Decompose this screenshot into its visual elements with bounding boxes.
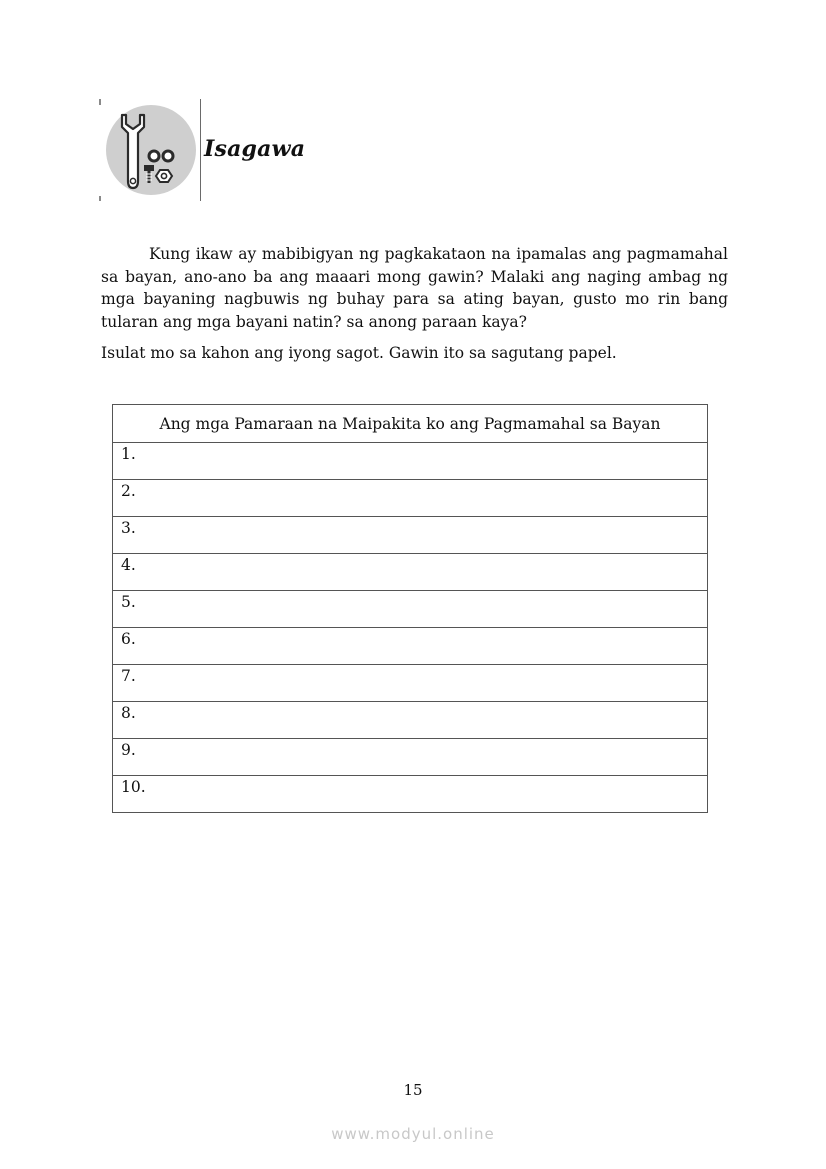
table-row [113,665,708,702]
section-icon [100,99,202,201]
watermark: www.modyul.online [331,1125,495,1143]
page-number: 15 [403,1081,423,1099]
answer-cell-7[interactable]: 7. [113,665,708,702]
section-title: Isagawa [204,136,306,162]
table-row [113,554,708,591]
table-row [113,517,708,554]
answer-cell-9[interactable]: 9. [113,739,708,776]
answer-cell-4[interactable]: 4. [113,554,708,591]
answer-cell-3[interactable]: 3. [113,517,708,554]
answer-cell-6[interactable]: 6. [113,628,708,665]
table-header: Ang mga Pamaraan na Maipakita ko ang Pagmamahal sa Bayan [113,405,708,443]
answer-cell-2[interactable]: 2. [113,480,708,517]
tools-icon [100,99,202,201]
answer-cell-8[interactable]: 8. [113,702,708,739]
answer-cell-1[interactable]: 1. [113,443,708,480]
answer-cell-10[interactable]: 10. [113,776,708,813]
answer-cell-5[interactable]: 5. [113,591,708,628]
table-row [113,443,708,480]
intro-paragraph: Kung ikaw ay mabibigyan ng pagkakataon na ipamalas ang pagmamahal sa bayan, ano-ano ba ang maaari mong gawin? Malaki ang naging ambag ng mga bayaning nagbuwis ng buhay para sa ating bayan, gusto mo rin bang tularan ang mga bayani natin? sa anong paraan kaya? [101,245,728,332]
table-row [113,739,708,776]
header-divider [200,99,201,201]
table-row [113,628,708,665]
table-row [113,591,708,628]
table-row [113,702,708,739]
table-header-row [113,405,708,443]
table-row [113,776,708,813]
table-row [113,480,708,517]
answer-table [112,404,708,813]
instruction-text: Isulat mo sa kahon ang iyong sagot. Gawin ito sa sagutang papel. [101,344,617,362]
